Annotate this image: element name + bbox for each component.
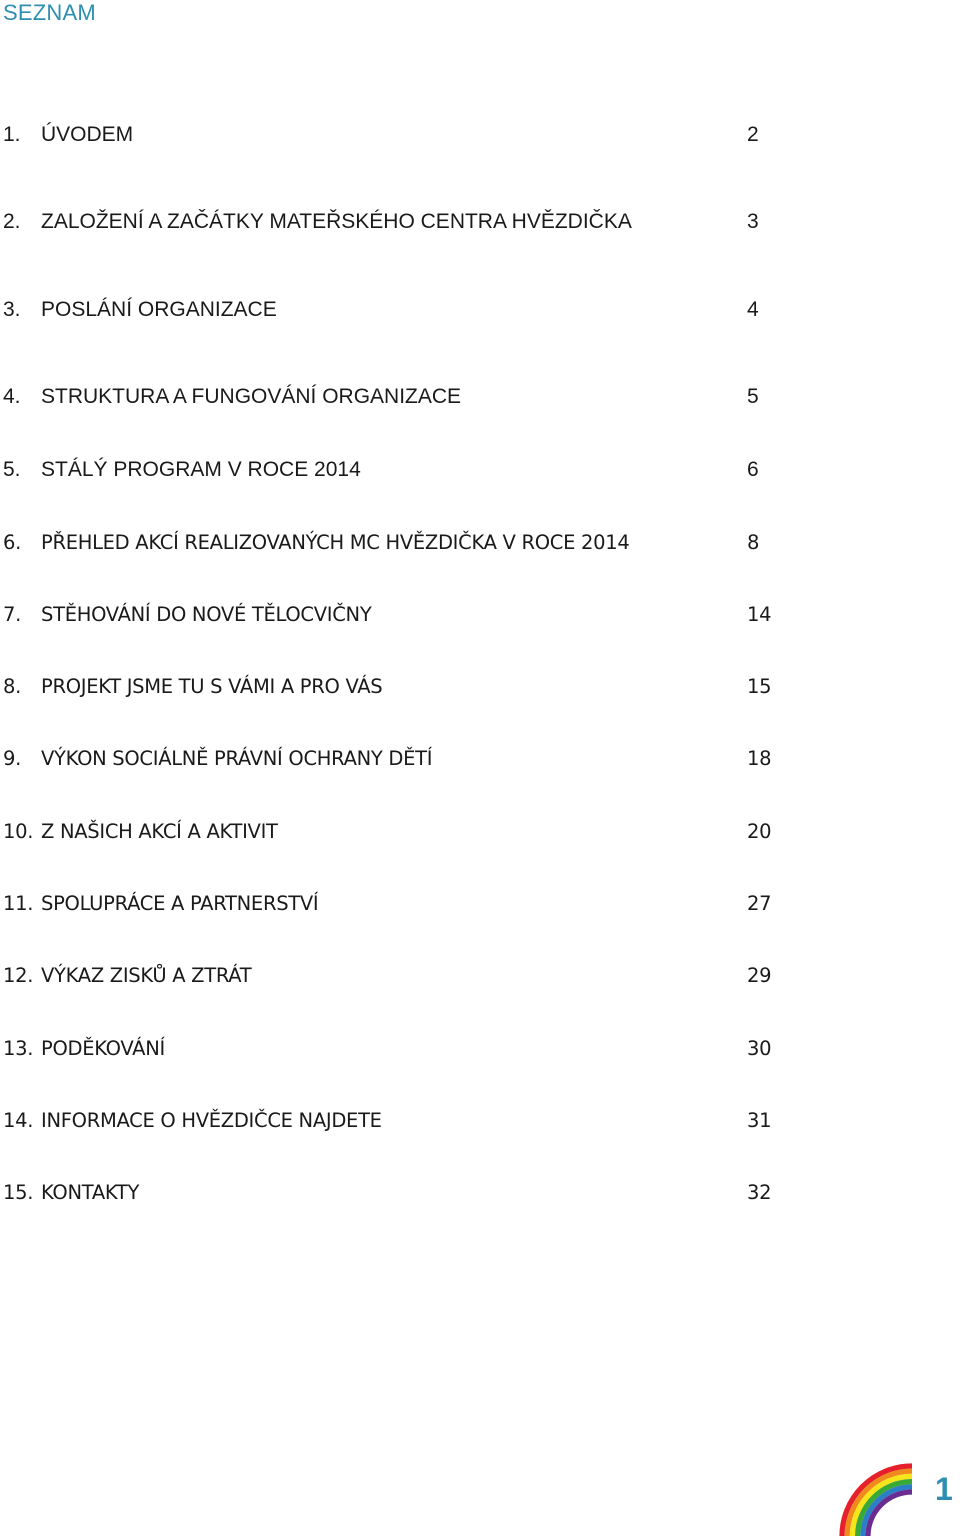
toc-entry[interactable] xyxy=(3,673,783,701)
toc-entry[interactable] xyxy=(3,296,783,324)
toc-entry-page: 32 xyxy=(747,1181,772,1204)
toc-entry[interactable] xyxy=(3,383,783,411)
toc-entry-number: 10. xyxy=(3,820,34,843)
toc-entry[interactable] xyxy=(3,456,783,484)
toc-entry-title: INFORMACE O HVĚZDIČCE NAJDETE xyxy=(41,1109,382,1132)
toc-entry-title: ZALOŽENÍ A ZAČÁTKY MATEŘSKÉHO CENTRA HVĚZDIČKA xyxy=(41,210,632,233)
rainbow-icon xyxy=(838,1462,914,1538)
toc-entry-page: 20 xyxy=(747,820,772,843)
toc-entry-number: 2. xyxy=(3,210,21,233)
toc-entry-title: VÝKAZ ZISKŮ A ZTRÁT xyxy=(41,964,252,987)
toc-entry-page: 18 xyxy=(747,747,772,770)
toc-entry-page: 4 xyxy=(747,298,759,321)
toc-entry[interactable] xyxy=(3,529,783,557)
toc-entry[interactable] xyxy=(3,745,783,773)
toc-entry-number: 7. xyxy=(3,603,22,626)
toc-entry-page: 5 xyxy=(747,385,759,408)
toc-entry[interactable] xyxy=(3,962,783,990)
toc-entry-number: 5. xyxy=(3,458,21,481)
toc-entry-page: 2 xyxy=(747,123,759,146)
toc-entry-title: VÝKON SOCIÁLNĚ PRÁVNÍ OCHRANY DĚTÍ xyxy=(41,747,433,770)
toc-entry-number: 6. xyxy=(3,531,22,554)
toc-entry-number: 11. xyxy=(3,892,34,915)
toc-entry-number: 13. xyxy=(3,1037,34,1060)
toc-entry-page: 3 xyxy=(747,210,759,233)
toc-entry-number: 8. xyxy=(3,675,22,698)
toc-entry-title: STÁLÝ PROGRAM V ROCE 2014 xyxy=(41,458,361,481)
toc-entry-number: 12. xyxy=(3,964,34,987)
toc-entry[interactable] xyxy=(3,1179,783,1207)
toc-entry-title: ÚVODEM xyxy=(41,123,134,146)
toc-entry-page: 27 xyxy=(747,892,772,915)
toc-entry-page: 15 xyxy=(747,675,772,698)
toc-entry[interactable] xyxy=(3,208,783,236)
toc-entry-number: 1. xyxy=(3,123,21,146)
toc-entry-title: SPOLUPRÁCE A PARTNERSTVÍ xyxy=(41,892,319,915)
toc-entry-page: 8 xyxy=(747,531,760,554)
toc-entry-page: 30 xyxy=(747,1037,772,1060)
toc-entry-number: 3. xyxy=(3,298,21,321)
toc-entry-page: 29 xyxy=(747,964,772,987)
toc-entry[interactable] xyxy=(3,601,783,629)
toc-entry-title: KONTAKTY xyxy=(41,1181,140,1204)
toc-entry-title: STRUKTURA A FUNGOVÁNÍ ORGANIZACE xyxy=(41,385,462,408)
toc-entry-title: STĚHOVÁNÍ DO NOVÉ TĚLOCVIČNY xyxy=(41,603,372,626)
toc-entry-title: PROJEKT JSME TU S VÁMI A PRO VÁS xyxy=(41,675,383,698)
toc-entry-title: Z NAŠICH AKCÍ A AKTIVIT xyxy=(41,820,278,843)
toc-entry[interactable] xyxy=(3,121,783,149)
toc-entry-number: 4. xyxy=(3,385,21,408)
toc-entry[interactable] xyxy=(3,1107,783,1135)
toc-entry-number: 9. xyxy=(3,747,22,770)
toc-entry-number: 15. xyxy=(3,1181,34,1204)
page-number: 1 xyxy=(935,1471,953,1507)
toc-entry-title: PŘEHLED AKCÍ REALIZOVANÝCH MC HVĚZDIČKA V ROCE 2014 xyxy=(41,531,630,554)
toc-entry-title: PODĚKOVÁNÍ xyxy=(41,1037,165,1060)
toc-entry-page: 6 xyxy=(747,458,759,481)
toc-entry[interactable] xyxy=(3,890,783,918)
toc-entry[interactable] xyxy=(3,1035,783,1063)
toc-entry-number: 14. xyxy=(3,1109,34,1132)
toc-entry-page: 14 xyxy=(747,603,772,626)
toc-heading: SEZNAM xyxy=(3,0,96,25)
toc-entry-title: POSLÁNÍ ORGANIZACE xyxy=(41,298,277,321)
toc-entry-page: 31 xyxy=(747,1109,772,1132)
toc-entry[interactable] xyxy=(3,818,783,846)
